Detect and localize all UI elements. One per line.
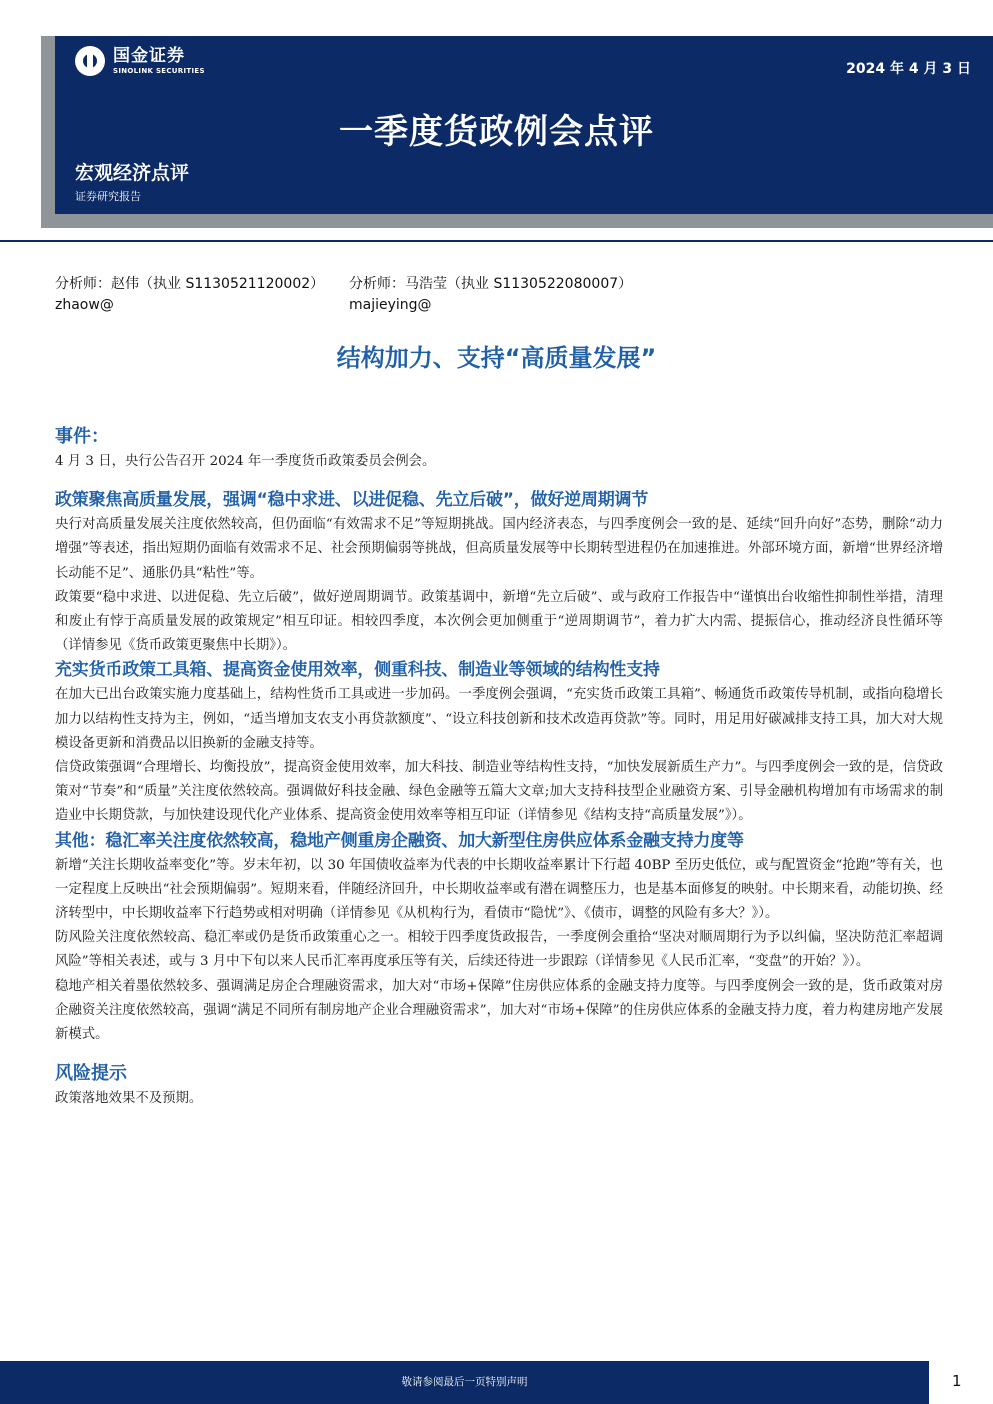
analyst-1 xyxy=(55,274,324,316)
analyst-2 xyxy=(349,274,632,316)
analyst-1-name: 分析师：赵伟（执业 S1130521120002） xyxy=(55,276,325,292)
paragraph: 信贷政策强调“合理增长、均衡投放”，提高资金使用效率，加大科技、制造业等结构性支持，“加快发展新质生产力”。与四季度例会一致的是，信贷政策对“节奏”和“质量”关注度依然较高。强调做好科技金融、绿色金融等五篇大文章;加大支持科技型企业融资方案、引导金融机构增加有市场需求的制造业中长期贷款，与加快建设现代化产业体系、提高资金使用效率等相互印证（详情参见《结构支持“高质量发展”》）。 xyxy=(55,760,943,824)
report-body xyxy=(55,424,943,1111)
paragraph: 政策落地效果不及预期。 xyxy=(55,1091,203,1107)
page-number: 1 xyxy=(952,1372,962,1390)
paragraph: 在加大已出台政策实施力度基础上，结构性货币工具或进一步加码。一季度例会强调，“充实货币政策工具箱”、畅通货币政策传导机制，或指向稳增长加力以结构性支持为主，例如，“适当增加支农支小再贷款额度”、“设立科技创新和技术改造再贷款”等。同时，用足用好碳减排支持工具，加大对大规模设备更新和消费品以旧换新的金融支持等。 xyxy=(55,687,943,751)
paragraph: 4 月 3 日，央行公告召开 2024 年一季度货币政策委员会例会。 xyxy=(55,454,436,469)
report-date: 2024 年 4 月 3 日 xyxy=(846,61,971,77)
logo-name-en: SINOLINK SECURITIES xyxy=(113,66,205,75)
paragraph: 防风险关注度依然较高、稳汇率或仍是货币政策重心之一。相较于四季度货政报告，一季度例会重拾“坚决对顺周期行为予以纠偏，坚决防范汇率超调风险”等相关表述，或与 3 月中下旬以来人民币汇率再度承压等有关，后续还待进一步跟踪（详情参见《人民币汇率，“变盘”的开始？》）。 xyxy=(55,930,943,970)
section-title-structural-tools: 充实货币政策工具箱、提高资金使用效率，侧重科技、制造业等领域的结构性支持 xyxy=(55,660,660,681)
paragraph: 稳地产相关着墨依然较多、强调满足房企合理融资需求，加大对“市场+保障”住房供应体系的金融支持力度等。与四季度例会一致的是，货币政策对房企融资关注度依然较高，强调“满足不同所有制房地产企业合理融资需求”，加大对“市场+保障”的住房供应体系的金融支持力度，着力构建房地产发展新模式。 xyxy=(55,978,943,1043)
paragraph: 央行对高质量发展关注度依然较高，但仍面临“有效需求不足”等短期挑战。国内经济表态，与四季度例会一致的是、延续“回升向好”态势，删除“动力增强”等表述，指出短期仍面临有效需求不足、社会预期偏弱等挑战，但高质量发展等中长期转型进程仍在加速推进。外部环境方面，新增“世界经济增长动能不足”、通胀仍具“粘性”等。 xyxy=(55,517,943,581)
report-category: 宏观经济点评 xyxy=(75,162,190,184)
footer-disclaimer: 敬请参阅最后一页特别声明 xyxy=(0,1361,929,1404)
report-title: 一季度货政例会点评 xyxy=(339,112,654,152)
section-title-event: 事件： xyxy=(55,426,109,447)
section-title-policy-focus: 政策聚焦高质量发展，强调“稳中求进、以进促稳、先立后破”，做好逆周期调节 xyxy=(55,490,649,511)
analyst-1-email: zhaow@ xyxy=(55,297,114,313)
report-subcategory: 证券研究报告 xyxy=(75,190,141,203)
logo-name-cn: 国金证券 xyxy=(113,45,185,66)
paragraph: 政策要“稳中求进、以进促稳、先立后破”，做好逆周期调节。政策基调中，新增“先立后破”、或与政府工作报告中“谨慎出台收缩性抑制性举措，清理和废止有悖于高质量发展的政策规定”相互印证。相较四季度，本次例会更加侧重于“逆周期调节”，着力扩大内需、提振信心，推动经济良性循环等（详情参见《货币政策更聚焦中长期》）。 xyxy=(55,589,943,654)
section-title-other: 其他：稳汇率关注度依然较高，稳地产侧重房企融资、加大新型住房供应体系金融支持力度等 xyxy=(55,830,744,851)
header-divider xyxy=(0,240,993,242)
analyst-2-email: majieying@ xyxy=(349,297,432,313)
report-headline: 结构加力、支持“高质量发展” xyxy=(336,344,657,372)
logo-mark-icon xyxy=(75,46,105,76)
analyst-2-name: 分析师：马浩莹（执业 S1130522080007） xyxy=(349,276,633,292)
section-title-risk: 风险提示 xyxy=(55,1063,127,1085)
company-logo xyxy=(75,46,205,76)
paragraph: 新增“关注长期收益率变化”等。岁末年初，以 30 年国债收益率为代表的中长期收益率累计下行超 40BP 至历史低位，或与配置资金“抢跑”等有关，也一定程度上反映出“社会预期偏弱”。短期来看，伴随经济回升，中长期收益率或有潜在调整压力，也是基本面修复的映射。中长期来看，动能切换、经济转型中，中长期收益率下行趋势或相对明确（详情参见《从机构行为，看债市“隐忧”》、《债市，调整的风险有多大？》）。 xyxy=(55,857,943,922)
